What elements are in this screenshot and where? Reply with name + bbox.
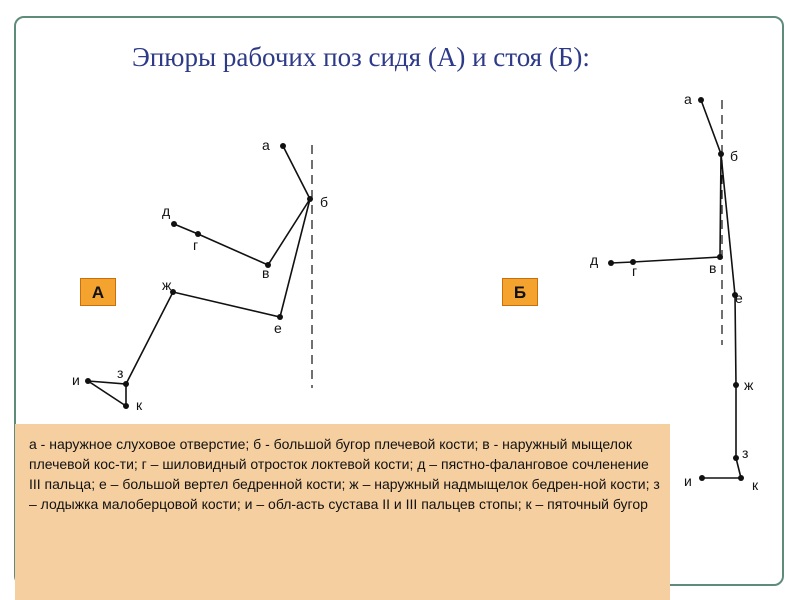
- point-b: [718, 151, 724, 157]
- point-label-k: к: [136, 397, 143, 413]
- point-label-e: е: [274, 320, 282, 336]
- point-v: [717, 254, 723, 260]
- point-label-k: к: [752, 477, 759, 493]
- point-label-a: а: [684, 91, 692, 107]
- point-label-b: б: [730, 148, 739, 164]
- figure-label-a: А: [80, 278, 116, 306]
- legend-text-box: а - наружное слуховое отверстие; б - большой бугор плечевой кости; в - наружный мыщелок плечевой кос-ти; г – шиловидный отросток локтевой кости; д – пястно-фаланговое сочленение III пальца; е – большой вертел бедренной кости; ж – наружный надмыщелок бедрен-ной кости; з – лодыжка малоберцовой кости; и – обл-асть сустава II и III пальцев стопы; к – пяточный бугор: [15, 424, 670, 600]
- point-k: [123, 403, 129, 409]
- point-i: [85, 378, 91, 384]
- point-label-v: в: [709, 260, 717, 276]
- point-label-zh: ж: [744, 377, 754, 393]
- point-label-z: з: [742, 445, 749, 461]
- point-label-z: з: [117, 365, 124, 381]
- point-zh: [733, 382, 739, 388]
- point-k: [738, 475, 744, 481]
- point-d: [171, 221, 177, 227]
- point-label-d: д: [162, 203, 171, 219]
- slide-title: Эпюры рабочих поз сидя (А) и стоя (Б):: [132, 42, 590, 72]
- point-label-d: д: [590, 252, 599, 268]
- lower-body-line-a: [88, 199, 310, 384]
- upper-body-line-b: [611, 100, 721, 263]
- point-label-i: и: [72, 372, 80, 388]
- point-label-v: в: [262, 265, 270, 281]
- point-a: [698, 97, 704, 103]
- point-i: [699, 475, 705, 481]
- point-label-g: г: [193, 237, 199, 253]
- point-label-a: а: [262, 137, 270, 153]
- point-label-zh: ж: [162, 277, 172, 293]
- point-label-g: г: [632, 263, 638, 279]
- foot-line-a: [88, 381, 126, 406]
- seated-posture-diagram: [72, 137, 328, 413]
- point-a: [280, 143, 286, 149]
- point-z: [123, 381, 129, 387]
- point-z: [733, 455, 739, 461]
- point-d: [608, 260, 614, 266]
- point-label-e: е: [735, 290, 743, 306]
- figure-label-b: Б: [502, 278, 538, 306]
- point-b: [307, 196, 313, 202]
- point-label-b: б: [320, 194, 329, 210]
- point-label-i: и: [684, 473, 692, 489]
